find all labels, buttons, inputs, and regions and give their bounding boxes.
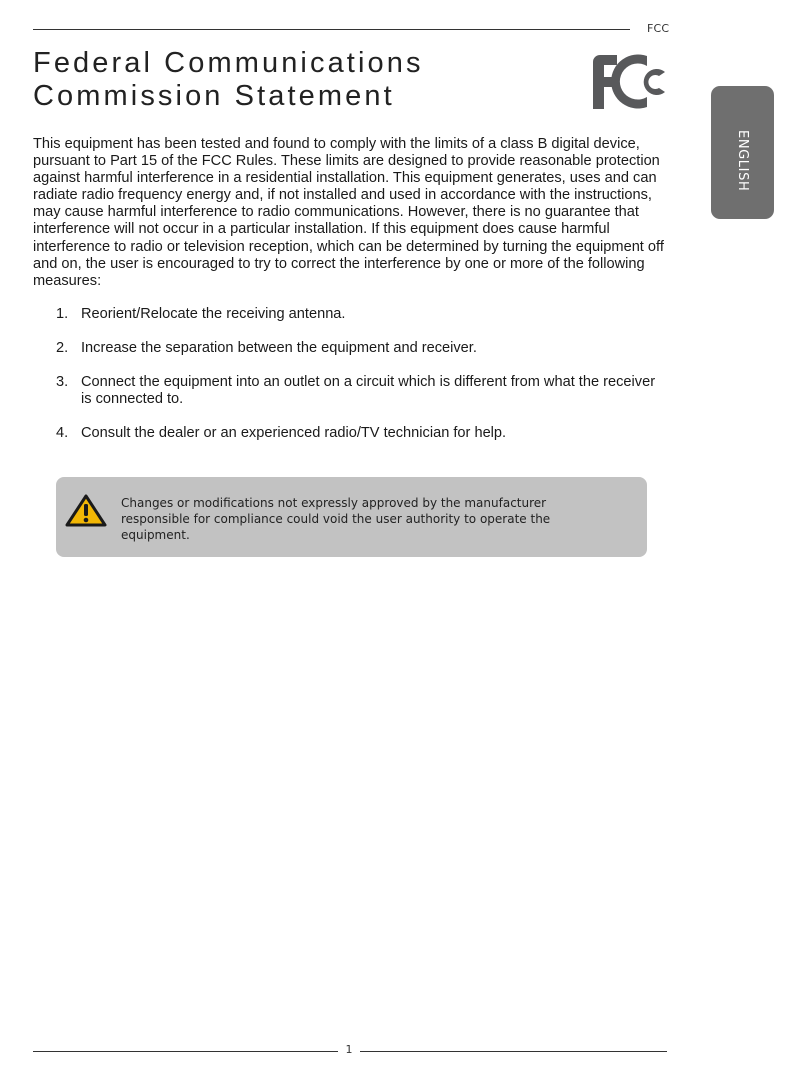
list-item-text: Increase the separation between the equipment and receiver. [81, 340, 477, 357]
page-title-line-1: Federal Communications [33, 47, 424, 79]
list-item-number: 1. [56, 306, 69, 322]
fcc-logo [589, 52, 669, 112]
list-item [56, 374, 666, 408]
list-item [56, 340, 666, 357]
list-item [56, 306, 666, 323]
footer-rule-left [33, 1051, 338, 1052]
measures-list [56, 306, 666, 459]
list-item-text: Reorient/Relocate the receiving antenna. [81, 306, 346, 322]
footer-rule-right [360, 1051, 667, 1052]
page-title-line-2: Commission Statement [33, 80, 395, 112]
language-tab-label: ENGLISH [735, 130, 750, 192]
language-tab[interactable] [711, 86, 774, 219]
list-item-number: 4. [56, 425, 69, 442]
header-rule [33, 29, 630, 30]
warning-box [56, 477, 647, 557]
list-item-number: 2. [56, 340, 69, 357]
warning-text: Changes or modifications not expressly approved by the manufacturer responsible for compliance could void the user authority to operate the equipment. [121, 496, 551, 542]
list-item-number: 3. [56, 374, 69, 391]
list-item-text: Consult the dealer or an experienced radio/TV technician for help. [81, 425, 507, 442]
list-item-text: Connect the equipment into an outlet on a circuit which is different from what the receiver is connected to. [81, 374, 656, 408]
warning-triangle-icon [65, 494, 107, 527]
section-label: FCC [647, 22, 670, 35]
list-item [56, 425, 666, 442]
page-title [33, 47, 424, 113]
page-number: 1 [345, 1043, 353, 1056]
intro-paragraph: This equipment has been tested and found to comply with the limits of a class B digital device, pursuant to Part 15 of the FCC Rules. These limits are designed to provide reasonable protection against harmful interference in a residential installation. This equipment generates, uses and can radiate radio frequency energy and, if not installed and used in accordance with the instructions, may cause harmful interference to radio communications. However, there is no guarantee that interference will not occur in a particular installation. If this equipment does cause harmful interference to radio or television reception, which can be determined by turning the equipment off and on, the user is encouraged to try to correct the interference by one or more of the following measures: [33, 136, 664, 289]
